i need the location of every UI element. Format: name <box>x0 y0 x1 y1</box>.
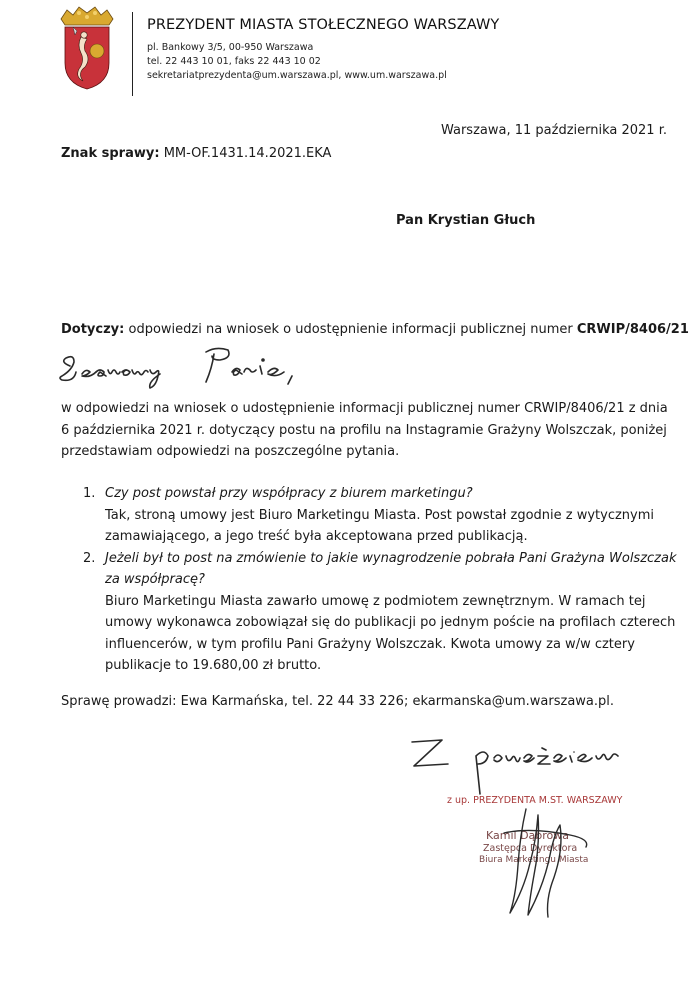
signatory-authority: z up. PREZYDENTA M.ST. WARSZAWY <box>447 795 623 806</box>
signatory-name: Kamil Dąbrowa <box>486 829 570 842</box>
signatory-role: Zastępca Dyrektora <box>483 843 578 854</box>
question-text: Jeżeli był to post na zmówienie to jakie wynagrodzenie pobrała Pani Grażyna Wolszczak za współpracę? <box>105 550 677 587</box>
institution-contact: sekretariatprezydenta@um.warszawa.pl, www.um.warszawa.pl <box>147 70 447 81</box>
addressee: Pan Krystian Głuch <box>396 213 536 228</box>
warsaw-coat-of-arms-icon <box>57 5 117 91</box>
list-item <box>61 483 681 548</box>
signatory-department: Biura Marketingu Miasta <box>479 855 589 865</box>
answer-text: Biuro Marketingu Miasta zawarło umowę z podmiotem zewnętrznym. W ramach tej umowy wykonawca zobowiązał się do publikacji po jednym poście na profilach czterech influencerów, w tym profilu Pani Grażyny Wolszczak. Kwota umowy za w/w cztery publikacje to 19.680,00 zł brutto. <box>105 593 676 673</box>
handwritten-greeting <box>56 342 326 390</box>
subject-number: CRWIP/8406/21 <box>576 322 689 337</box>
signature-scribble <box>490 805 600 920</box>
questions-list <box>61 483 681 677</box>
question-number: 1. <box>83 486 96 501</box>
case-reference-value: MM-OF.1431.14.2021.EKA <box>163 146 332 161</box>
handwritten-closing <box>390 728 650 800</box>
list-item <box>61 548 681 677</box>
header-divider <box>132 12 133 96</box>
institution-address: pl. Bankowy 3/5, 00-950 Warszawa <box>147 42 314 53</box>
subject-label: Dotyczy: <box>61 322 125 337</box>
intro-paragraph: w odpowiedzi na wniosek o udostępnienie informacji publicznej numer CRWIP/8406/21 z dnia 6 października 2021 r. dotyczący postu na profilu na Instagramie Grażyny Wolszczak, poniżej przedstawiam odpowiedzi na poszczególne pytania. <box>61 401 668 459</box>
answer-text: Tak, stroną umowy jest Biuro Marketingu Miasta. Post powstał zgodnie z wytycznymi zamawiającego, a jego treść była akceptowana przed publikacją. <box>105 507 655 544</box>
question-number: 2. <box>83 550 96 566</box>
institution-title: PREZYDENT MIASTA STOŁECZNEGO WARSZAWY <box>147 17 500 33</box>
subject-line <box>61 322 689 337</box>
case-reference <box>61 146 331 161</box>
letter-date: Warszawa, 11 października 2021 r. <box>440 123 667 138</box>
case-reference-label: Znak sprawy: <box>61 146 160 161</box>
institution-phone: tel. 22 443 10 01, faks 22 443 10 02 <box>147 56 321 67</box>
subject-text: odpowiedzi na wniosek o udostępnienie informacji publicznej numer <box>128 322 573 337</box>
case-handler: Sprawę prowadzi: Ewa Karmańska, tel. 22 44 33 226; ekarmanska@um.warszawa.pl. <box>61 694 615 709</box>
question-text: Czy post powstał przy współpracy z biurem marketingu? <box>105 486 473 501</box>
